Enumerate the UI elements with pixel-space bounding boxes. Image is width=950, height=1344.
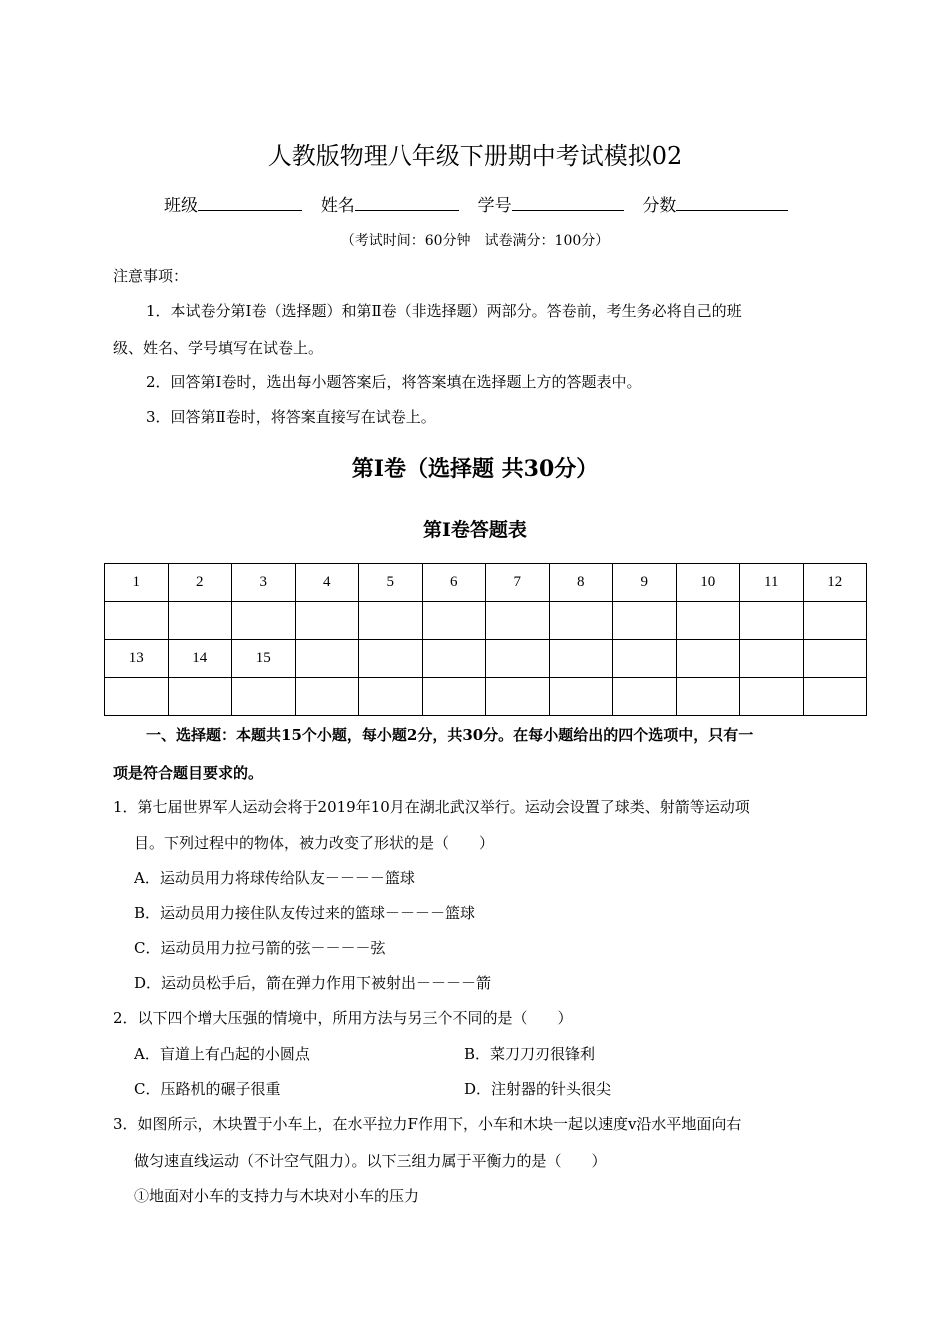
score-label: 分数	[642, 196, 677, 216]
section-title: 第Ⅰ卷（选择题 共30分）	[351, 456, 599, 482]
notes-heading: 注意事项：	[113, 267, 189, 285]
answer-cell[interactable]	[740, 602, 804, 640]
answer-cell[interactable]	[168, 678, 232, 716]
q-number-cell: 13	[105, 640, 169, 678]
answer-cell[interactable]	[613, 678, 677, 716]
note-1-cont: 级、姓名、学号填写在试卷上。	[113, 339, 324, 357]
answer-cell[interactable]	[359, 678, 423, 716]
q-number-cell	[676, 640, 740, 678]
part1-intro: 一、选择题：本题共15个小题，每小题2分，共30分。在每小题给出的四个选项中，只有一	[146, 726, 754, 744]
note-3: 3．回答第Ⅱ卷时，将答案直接写在试卷上。	[146, 408, 436, 426]
question-1-option-a[interactable]: A．运动员用力将球传给队友－－－－篮球	[134, 869, 415, 887]
q-number-cell: 4	[295, 564, 359, 602]
question-3-item-1: ①地面对小车的支持力与木块对小车的压力	[134, 1187, 420, 1205]
note-2: 2．回答第Ⅰ卷时，选出每小题答案后，将答案填在选择题上方的答题表中。	[146, 373, 642, 391]
question-2-stem: 2．以下四个增大压强的情境中，所用方法与另三个不同的是（ ）	[113, 1009, 573, 1027]
q-number-cell: 14	[168, 640, 232, 678]
q-number-cell: 10	[676, 564, 740, 602]
answer-row-2	[105, 678, 867, 716]
question-1-option-c[interactable]: C．运动员用力拉弓箭的弦－－－－弦	[134, 939, 386, 957]
exam-title: 人教版物理八年级下册期中考试模拟02	[267, 142, 683, 170]
q-number-cell: 1	[105, 564, 169, 602]
q-number-cell	[549, 640, 613, 678]
question-3-stem: 3．如图所示，木块置于小车上，在水平拉力F作用下，小车和木块一起以速度v沿水平地面向右	[113, 1115, 742, 1133]
answer-table-header-row-1	[105, 564, 867, 602]
q-number-cell: 9	[613, 564, 677, 602]
name-label: 姓名	[320, 196, 355, 216]
question-2-option-c[interactable]: C．压路机的碾子很重	[134, 1080, 281, 1098]
answer-cell[interactable]	[232, 678, 296, 716]
answer-cell[interactable]	[676, 602, 740, 640]
info-line	[164, 191, 788, 216]
part1-intro-cont: 项是符合题目要求的。	[113, 764, 264, 782]
question-3-stem-cont: 做匀速直线运动（不计空气阻力）。以下三组力属于平衡力的是（ ）	[134, 1152, 607, 1170]
question-2-option-a[interactable]: A．盲道上有凸起的小圆点	[134, 1045, 310, 1063]
answer-table-header-row-2	[105, 640, 867, 678]
student-id-label: 学号	[477, 196, 512, 216]
question-1-option-d[interactable]: D．运动员松手后，箭在弹力作用下被射出－－－－箭	[134, 974, 492, 992]
answer-cell[interactable]	[486, 602, 550, 640]
class-label: 班级	[164, 196, 198, 216]
answer-cell[interactable]	[486, 678, 550, 716]
question-1-stem-cont: 目。下列过程中的物体，被力改变了形状的是（ ）	[134, 834, 495, 852]
q-number-cell: 6	[422, 564, 486, 602]
q-number-cell: 7	[486, 564, 550, 602]
answer-cell[interactable]	[613, 602, 677, 640]
exam-info: （考试时间：60分钟 试卷满分：100分）	[340, 233, 610, 249]
class-blank[interactable]	[198, 192, 302, 211]
note-1: 1．本试卷分第Ⅰ卷（选择题）和第Ⅱ卷（非选择题）两部分。答卷前，考生务必将自己的班	[146, 302, 742, 320]
answer-cell[interactable]	[105, 602, 169, 640]
question-2-option-b[interactable]: B．菜刀刀刃很锋利	[464, 1045, 596, 1063]
q-number-cell	[740, 640, 804, 678]
name-blank[interactable]	[355, 192, 459, 211]
answer-row-1	[105, 602, 867, 640]
q-number-cell: 8	[549, 564, 613, 602]
answer-cell[interactable]	[740, 678, 804, 716]
answer-cell[interactable]	[422, 678, 486, 716]
score-blank[interactable]	[676, 192, 788, 211]
answer-cell[interactable]	[803, 602, 867, 640]
answer-cell[interactable]	[295, 602, 359, 640]
q-number-cell: 12	[803, 564, 867, 602]
q-number-cell: 11	[740, 564, 804, 602]
q-number-cell	[803, 640, 867, 678]
answer-cell[interactable]	[549, 602, 613, 640]
question-1-stem: 1．第七届世界军人运动会将于2019年10月在湖北武汉举行。运动会设置了球类、射箭等运动项	[113, 798, 750, 816]
q-number-cell	[295, 640, 359, 678]
q-number-cell	[486, 640, 550, 678]
answer-cell[interactable]	[105, 678, 169, 716]
answer-table	[104, 563, 867, 716]
q-number-cell: 2	[168, 564, 232, 602]
q-number-cell: 15	[232, 640, 296, 678]
answer-cell[interactable]	[549, 678, 613, 716]
q-number-cell: 3	[232, 564, 296, 602]
answer-cell[interactable]	[359, 602, 423, 640]
q-number-cell	[422, 640, 486, 678]
answer-cell[interactable]	[422, 602, 486, 640]
answer-cell[interactable]	[295, 678, 359, 716]
q-number-cell: 5	[359, 564, 423, 602]
q-number-cell	[613, 640, 677, 678]
answer-cell[interactable]	[168, 602, 232, 640]
student-id-blank[interactable]	[512, 192, 624, 211]
answer-cell[interactable]	[232, 602, 296, 640]
answer-cell[interactable]	[676, 678, 740, 716]
answer-table-title: 第Ⅰ卷答题表	[423, 519, 527, 541]
q-number-cell	[359, 640, 423, 678]
question-1-option-b[interactable]: B．运动员用力接住队友传过来的篮球－－－－篮球	[134, 904, 476, 922]
question-2-option-d[interactable]: D．注射器的针头很尖	[464, 1080, 612, 1098]
answer-cell[interactable]	[803, 678, 867, 716]
